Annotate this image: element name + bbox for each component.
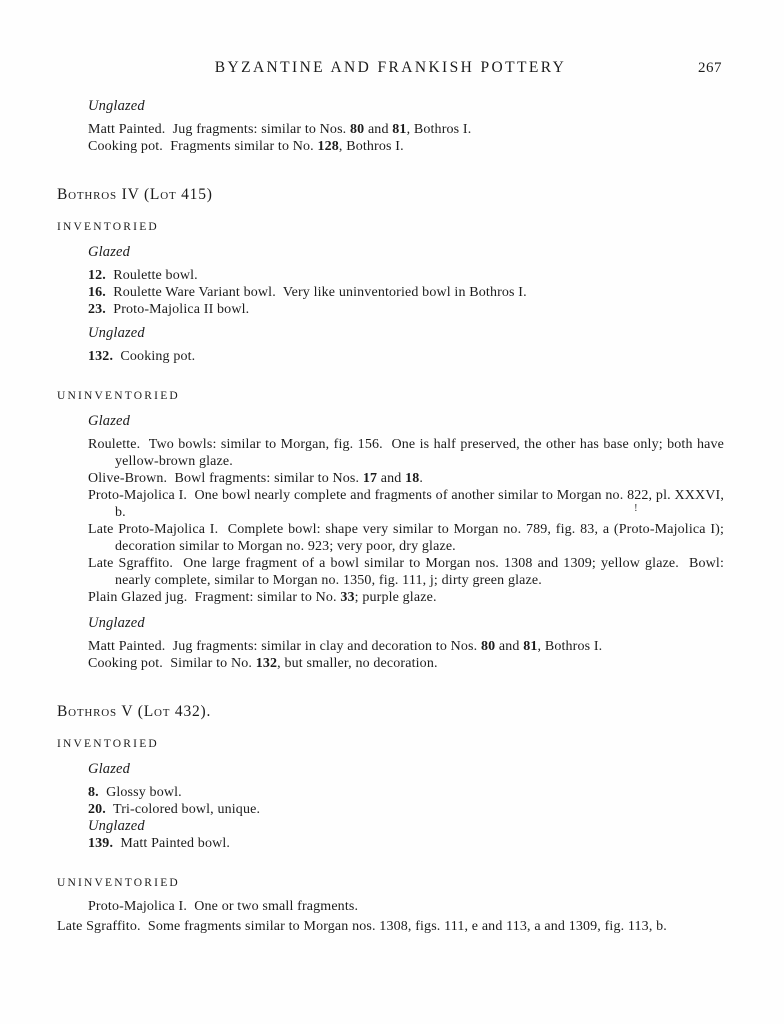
entry-text: Cooking pot. Similar to No. — [88, 656, 256, 671]
entry-text: Plain Glazed jug. Fragment: similar to No. — [88, 590, 341, 605]
catalog-number: 139. — [88, 836, 114, 851]
catalog-number: 18 — [405, 471, 420, 486]
page-number: 267 — [698, 60, 722, 76]
entry-text: Matt Painted. Jug fragments: similar in clay and decoration to Nos. — [88, 639, 481, 654]
page-title: BYZANTINE AND FRANKISH POTTERY — [214, 59, 567, 76]
catalog-number: 16. — [88, 285, 106, 300]
catalog-number: 80 — [480, 639, 496, 654]
glaze-subheading: Unglazed — [88, 98, 145, 114]
catalog-number: 128 — [317, 139, 339, 154]
catalog-entry — [88, 470, 724, 487]
running-head — [57, 59, 724, 79]
catalog-entry — [88, 138, 724, 155]
catalog-entry — [88, 521, 724, 555]
entry-text: , Bothros I. — [338, 139, 404, 154]
entry-text: Olive-Brown. Bowl fragments: similar to Nos. — [88, 471, 363, 486]
numbered-item — [88, 301, 724, 318]
entry-text: Proto-Majolica I. One bowl nearly complete and fragments of another similar to Morgan no. 822, pl. XXXVI, b. — [88, 488, 724, 520]
entry-text: Roulette. Two bowls: similar to Morgan, fig. 156. One is half preserved, the other has base only; both have yellow-brown glaze. — [88, 437, 724, 469]
entry-text: , but smaller, no decoration. — [277, 656, 438, 671]
inventory-label: UNINVENTORIED — [57, 390, 180, 402]
glaze-subheading: Glazed — [88, 761, 130, 777]
catalog-entry — [88, 487, 724, 521]
numbered-item — [88, 348, 724, 365]
entry-text: Late Sgraffito. Some fragments similar to Morgan nos. 1308, figs. 111, e and 113, a and 1309, fig. 113, b. — [57, 919, 667, 934]
catalog-entry — [88, 555, 724, 589]
entry-text: Glossy bowl. — [98, 785, 182, 800]
catalog-content — [57, 98, 724, 935]
entry-text: Late Sgraffito. One large fragment of a bowl similar to Morgan nos. 1308 and 1309; yellow glaze. Bowl: nearly complete, similar to Morgan no. 1350, fig. 111, j; dirty green glaze. — [88, 556, 724, 588]
entry-text: and — [495, 639, 524, 654]
numbered-item — [88, 284, 724, 301]
glaze-subheading: Unglazed — [88, 818, 145, 834]
glaze-subheading: Unglazed — [88, 325, 145, 341]
section-heading: Bothros IV (Lot 415) — [57, 186, 213, 203]
entry-text: Tri-colored bowl, unique. — [105, 802, 261, 817]
catalog-number: 132 — [255, 656, 278, 671]
catalog-number: 132. — [88, 349, 114, 364]
catalog-number: 33 — [340, 590, 355, 605]
entry-text: Cooking pot. — [113, 349, 196, 364]
inventory-label: INVENTORIED — [57, 221, 159, 233]
catalog-number: 80 — [349, 122, 365, 137]
catalog-number: 23. — [88, 302, 106, 317]
catalog-entry — [88, 589, 724, 606]
entry-text: and — [377, 471, 406, 486]
entry-text: ; purple glaze. — [354, 590, 437, 605]
entry-text: Proto-Majolica II bowl. — [105, 302, 250, 317]
entry-text: Matt Painted bowl. — [113, 836, 231, 851]
entry-text: , Bothros I. — [406, 122, 472, 137]
glaze-subheading: Glazed — [88, 244, 130, 260]
entry-text: Cooking pot. Fragments similar to No. — [88, 139, 318, 154]
entry-text: Late Proto-Majolica I. Complete bowl: shape very similar to Morgan no. 789, fig. 83, a (Proto-Majolica I); decoration similar to Morgan no. 923; very poor, dry glaze. — [88, 522, 724, 554]
catalog-number: 81 — [523, 639, 538, 654]
print-artifact-mark: ! — [634, 502, 638, 514]
inventory-label: UNINVENTORIED — [57, 877, 180, 889]
inventory-label: INVENTORIED — [57, 738, 159, 750]
numbered-item — [88, 835, 724, 852]
glaze-subheading: Glazed — [88, 413, 130, 429]
catalog-number: 81 — [392, 122, 407, 137]
catalog-entry — [88, 436, 724, 470]
numbered-item — [88, 267, 724, 284]
section-heading: Bothros V (Lot 432). — [57, 703, 212, 720]
catalog-number: 12. — [88, 268, 106, 283]
entry-text: Proto-Majolica I. One or two small fragments. — [88, 899, 359, 914]
numbered-item — [88, 784, 724, 801]
entry-text: . — [419, 471, 424, 486]
catalog-number: 20. — [88, 802, 106, 817]
catalog-entry — [88, 898, 724, 915]
catalog-entry — [88, 121, 724, 138]
catalog-entry — [88, 655, 724, 672]
catalog-number: 8. — [88, 785, 99, 800]
entry-text: Matt Painted. Jug fragments: similar to Nos. — [88, 122, 350, 137]
catalog-number: 17 — [362, 471, 378, 486]
numbered-item — [88, 801, 724, 818]
entry-text: , Bothros I. — [537, 639, 603, 654]
glaze-subheading: Unglazed — [88, 615, 145, 631]
entry-text: Roulette Ware Variant bowl. Very like uninventoried bowl in Bothros I. — [105, 285, 527, 300]
catalog-entry — [88, 638, 724, 655]
entry-text: and — [364, 122, 393, 137]
catalog-entry — [57, 918, 724, 935]
entry-text: Roulette bowl. — [105, 268, 198, 283]
